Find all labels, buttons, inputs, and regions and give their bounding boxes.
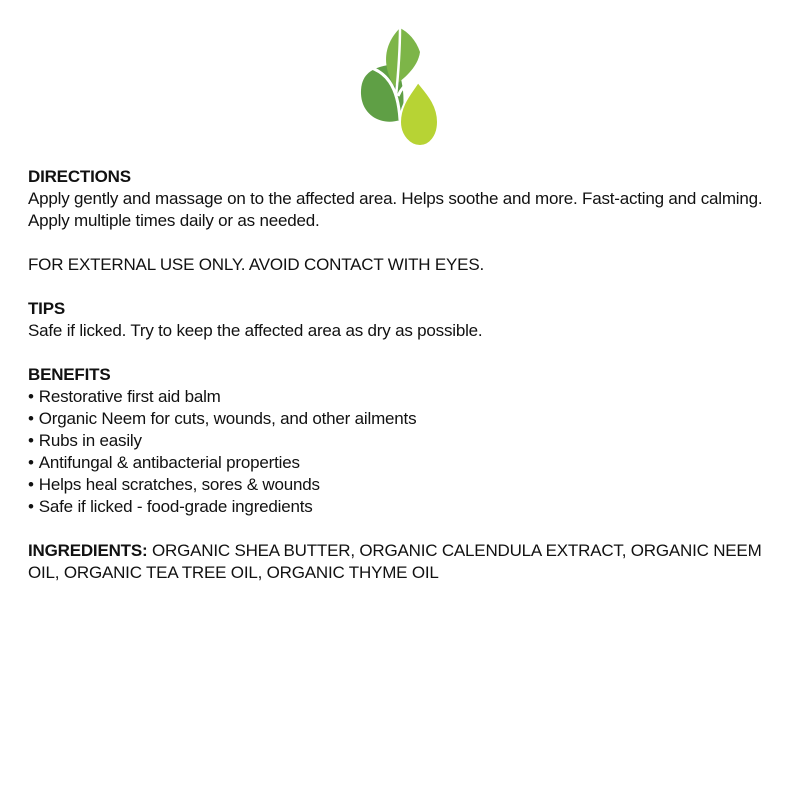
ingredients-text: ORGANIC SHEA BUTTER, ORGANIC CALENDULA EXTRACT, ORGANIC NEEM OIL, ORGANIC TEA TREE OIL, ORGANIC THYME OIL: [28, 541, 762, 582]
list-item: • Organic Neem for cuts, wounds, and other ailments: [28, 408, 768, 430]
ingredients-block: [28, 540, 768, 584]
drop-shape: [400, 82, 438, 146]
list-item: • Restorative first aid balm: [28, 386, 768, 408]
leaf-drop-icon: [356, 26, 440, 148]
ingredients-label: INGREDIENTS:: [28, 541, 148, 560]
list-item: • Antifungal & antibacterial properties: [28, 452, 768, 474]
list-item: • Rubs in easily: [28, 430, 768, 452]
list-item: • Safe if licked - food-grade ingredients: [28, 496, 768, 518]
directions-text: Apply gently and massage on to the affected area. Helps soothe and more. Fast-acting and calming. Apply multiple times daily or as needed.: [28, 189, 763, 230]
tips-text: Safe if licked. Try to keep the affected area as dry as possible.: [28, 321, 483, 340]
tips-heading: TIPS: [28, 299, 65, 318]
list-item: • Helps heal scratches, sores & wounds: [28, 474, 768, 496]
benefits-heading: BENEFITS: [28, 365, 111, 384]
directions-heading: DIRECTIONS: [28, 167, 131, 186]
external-use-warning: FOR EXTERNAL USE ONLY. AVOID CONTACT WITH EYES.: [28, 255, 484, 274]
product-info: [28, 166, 768, 584]
benefits-list: [28, 386, 768, 518]
